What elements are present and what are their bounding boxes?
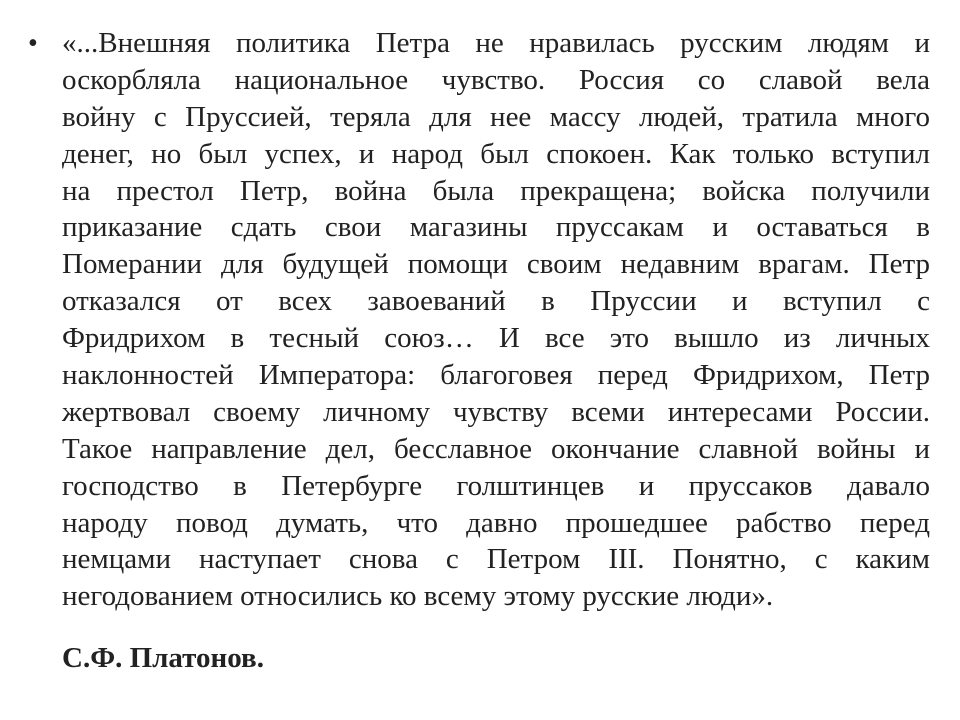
quote-line: Померании для будущей помощи своим недавним врагам. Петр bbox=[62, 248, 930, 281]
bullet-point: • bbox=[28, 28, 38, 59]
quote-line: господство в Петербурге голштинцев и пруссаков давало bbox=[62, 469, 930, 502]
quote-line: на престол Петр, война была прекращена; войска получили bbox=[62, 174, 930, 207]
quote-line: жертвовал своему личному чувству всеми интересами России. bbox=[62, 395, 930, 428]
quote-line: наклонностей Императора: благоговея перед Фридрихом, Петр bbox=[62, 359, 930, 392]
quote-line: немцами наступает снова с Петром III. Понятно, с каким bbox=[62, 543, 930, 576]
quote-line: Фридрихом в тесный союз… И все это вышло из личных bbox=[62, 322, 930, 355]
quote-line: народу повод думать, что давно прошедшее рабство перед bbox=[62, 506, 930, 539]
quote-line: «...Внешняя политика Петра не нравилась русским людям и bbox=[62, 27, 930, 59]
quote-line: оскорбляла национальное чувство. Россия со славой вела bbox=[62, 63, 930, 96]
quote-line: приказание сдать свои магазины пруссакам и оставаться в bbox=[62, 211, 930, 244]
quote-line: денег, но был успех, и народ был спокоен. Как только вступил bbox=[62, 137, 930, 170]
quote-line: негодованием относились ко всему этому русские люди». bbox=[62, 580, 774, 613]
quote-paragraph bbox=[62, 25, 930, 615]
quote-line: войну с Пруссией, теряла для нее массу людей, тратила много bbox=[62, 100, 930, 133]
quote-line: Такое направление дел, бесславное окончание славной войны и bbox=[62, 432, 930, 465]
quote-author: С.Ф. Платонов. bbox=[62, 642, 264, 674]
quote-line: отказался от всех завоеваний в Пруссии и вступил с bbox=[62, 285, 930, 318]
